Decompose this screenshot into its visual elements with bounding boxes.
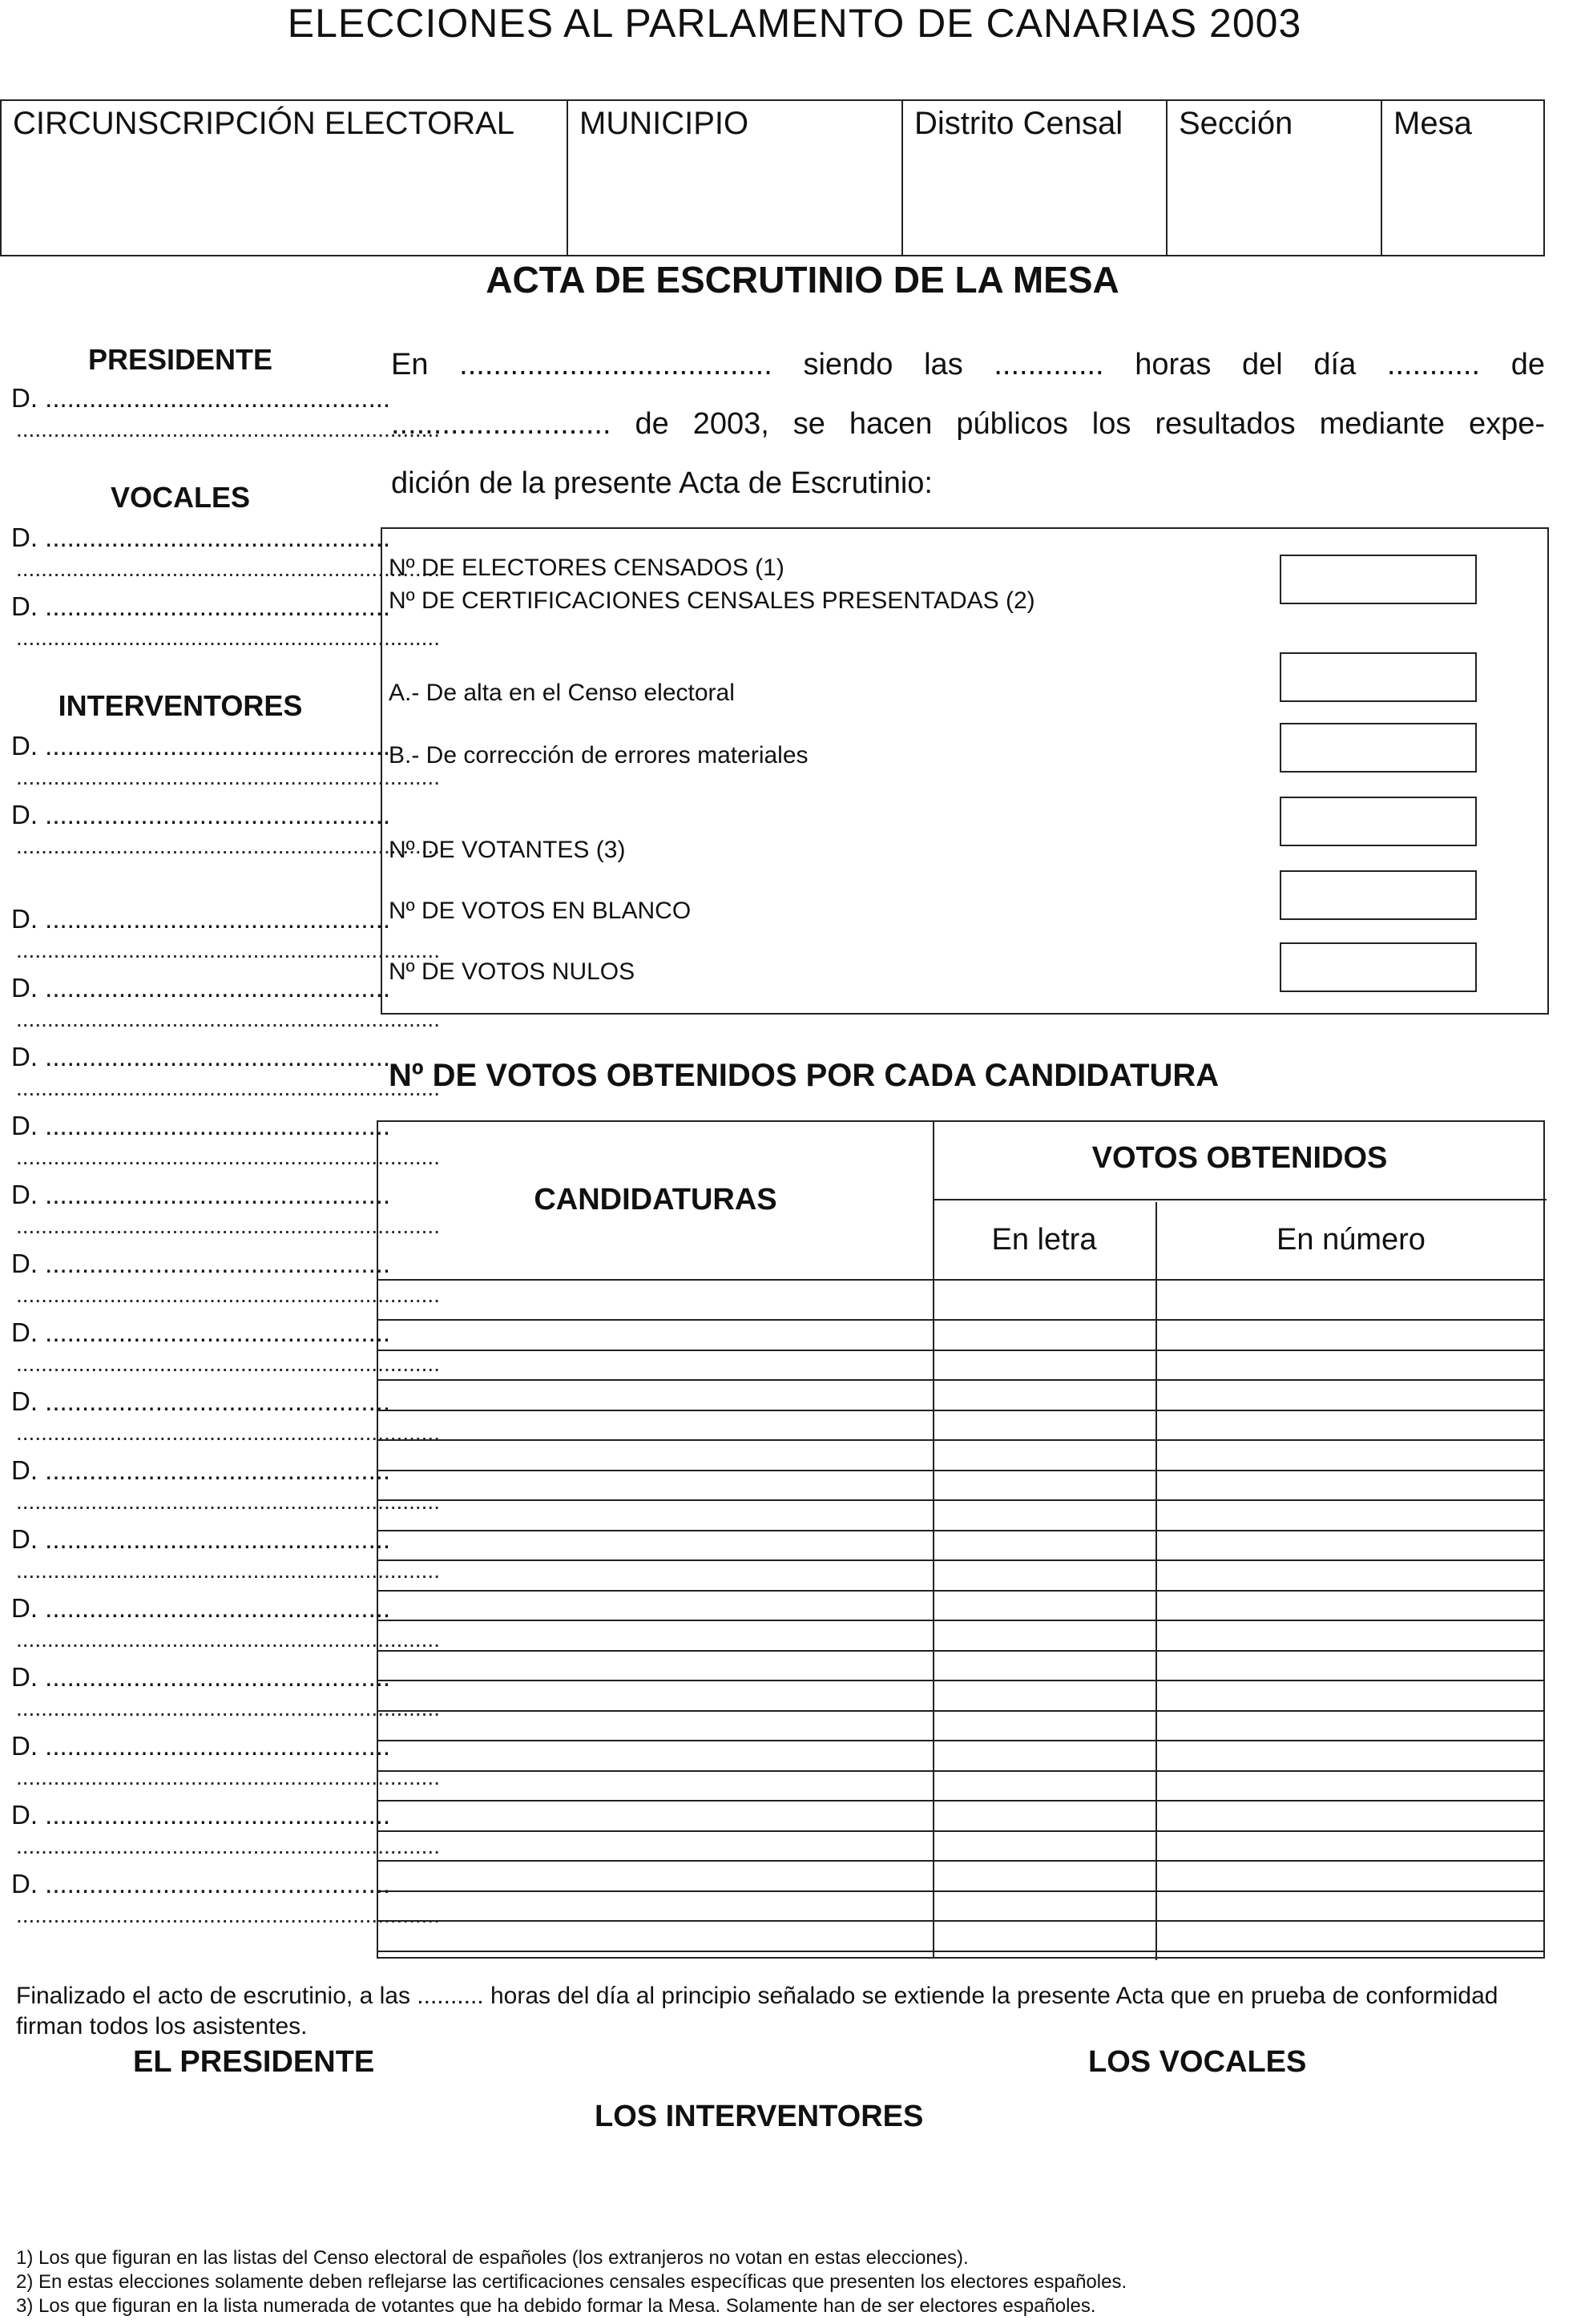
mesa-label: Mesa (1393, 106, 1472, 141)
intro-line-1: En ..................................... siendo las ............. horas del día ........... de (391, 348, 1545, 381)
member-dotted-line: .................................................................... (16, 938, 440, 962)
header-table (0, 99, 1545, 256)
nulos-input[interactable] (1280, 942, 1477, 992)
table-row[interactable] (378, 1740, 1543, 1741)
distrito-field[interactable] (903, 101, 1168, 255)
circunscripcion-label: CIRCUNSCRIPCIÓN ELECTORAL (13, 106, 515, 141)
member-name-field[interactable]: D. ............................................... (11, 800, 391, 829)
table-row[interactable] (378, 1350, 1543, 1351)
member-dotted-line: .................................................................... (16, 1696, 440, 1721)
member-name-field[interactable]: D. ............................................... (11, 1249, 391, 1278)
member-dotted-line: .................................................................... (16, 1489, 440, 1514)
member-dotted-line: .................................................................... (16, 1213, 440, 1238)
table-row[interactable] (378, 1800, 1543, 1802)
en-letra-header: En letra (991, 1223, 1097, 1257)
table-row[interactable] (378, 1439, 1543, 1441)
document-title: ELECCIONES AL PARLAMENTO DE CANARIAS 2003 (287, 1, 1302, 46)
certificaciones-label: Nº DE CERTIFICACIONES CENSALES PRESENTADAS (2) (389, 587, 1035, 614)
member-name-field[interactable]: D. ............................................... (11, 973, 391, 1003)
member-dotted-line: .................................................................... (16, 1144, 440, 1169)
mesa-field[interactable] (1382, 101, 1545, 255)
electores-input[interactable] (1280, 555, 1477, 604)
electores-label: Nº DE ELECTORES CENSADOS (1) (389, 555, 784, 581)
table-row[interactable] (378, 1710, 1543, 1712)
member-name-field[interactable]: D. ............................................... (11, 1455, 391, 1485)
circunscripcion-field[interactable] (2, 101, 568, 255)
vocales-signature: LOS VOCALES (1088, 2045, 1307, 2079)
municipio-label: MUNICIPIO (579, 106, 749, 141)
correccion-label: B.- De corrección de errores materiales (389, 742, 809, 769)
member-name-field[interactable]: D. ............................................... (11, 1111, 391, 1140)
member-dotted-line: .................................................................... (16, 1075, 440, 1100)
member-dotted-line: .................................................................... (16, 1834, 440, 1858)
member-name-field[interactable]: D. ............................................... (11, 1524, 391, 1554)
member-name-field[interactable]: D. ............................................... (11, 591, 391, 621)
member-name-field[interactable]: D. ............................................... (11, 1042, 391, 1071)
member-name-field[interactable]: D. ............................................... (11, 522, 391, 552)
member-name-field[interactable]: D. ............................................... (11, 904, 391, 934)
header-divider (933, 1199, 1547, 1200)
footnote-3: 3) Los que figuran en la lista numerada de votantes que ha debido formar la Mesa. Solamente han de ser electores españoles. (16, 2295, 1096, 2317)
member-name-field[interactable]: D. ............................................... (11, 731, 391, 761)
member-dotted-line: .................................................................... (16, 1351, 440, 1376)
member-name-field[interactable]: D. ............................................... (11, 1180, 391, 1209)
nulos-label: Nº DE VOTOS NULOS (389, 958, 635, 985)
member-dotted-line: .................................................................... (16, 1558, 440, 1583)
presidente-heading: PRESIDENTE (87, 343, 273, 376)
table-row[interactable] (378, 1770, 1543, 1772)
votes-table (377, 1120, 1545, 1959)
member-dotted-line: .................................................................... (16, 556, 440, 581)
seccion-label: Sección (1179, 106, 1293, 141)
votes-heading: Nº DE VOTOS OBTENIDOS POR CADA CANDIDATURA (389, 1058, 1220, 1093)
vocales-heading: VOCALES (110, 481, 251, 514)
intro-line-3: dición de la presente Acta de Escrutinio: (391, 466, 933, 500)
interventores-signature: LOS INTERVENTORES (595, 2100, 924, 2133)
candidaturas-header: CANDIDATURAS (534, 1183, 777, 1216)
member-name-field[interactable]: D. ............................................... (11, 383, 391, 413)
acta-title: ACTA DE ESCRUTINIO DE LA MESA (486, 259, 1119, 301)
intro-line-2: .......................... de 2003, se hacen públicos los resultados mediante expe- (391, 407, 1545, 441)
table-row[interactable] (378, 1470, 1543, 1471)
en-numero-header: En número (1276, 1223, 1426, 1257)
member-dotted-line: .................................................................... (16, 1007, 440, 1031)
member-name-field[interactable]: D. ............................................... (11, 1593, 391, 1623)
member-dotted-line: .................................................................... (16, 417, 440, 442)
member-dotted-line: .................................................................... (16, 1765, 440, 1789)
table-row[interactable] (378, 1559, 1543, 1561)
table-row[interactable] (378, 1860, 1543, 1862)
interventores-heading: INTERVENTORES (58, 689, 303, 722)
table-row[interactable] (378, 1951, 1543, 1952)
table-row[interactable] (378, 1410, 1543, 1411)
table-row[interactable] (378, 1650, 1543, 1652)
final-statement: Finalizado el acto de escrutinio, a las .......... horas del día al principio señalado se extiende la presente Acta que en prueba de conformidad firman todos los asistentes. (16, 1983, 1498, 2040)
distrito-label: Distrito Censal (914, 106, 1123, 141)
table-row[interactable] (378, 1920, 1543, 1922)
member-dotted-line: .................................................................... (16, 1902, 440, 1927)
member-dotted-line: .................................................................... (16, 1282, 440, 1307)
intro-text (391, 335, 1545, 513)
votantes-label: Nº DE VOTANTES (3) (389, 837, 626, 863)
header-bottom-line (378, 1279, 1543, 1281)
table-row[interactable] (378, 1590, 1543, 1592)
member-name-field[interactable]: D. ............................................... (11, 1800, 391, 1830)
correccion-input[interactable] (1280, 723, 1477, 773)
presidente-signature: EL PRESIDENTE (133, 2045, 375, 2079)
votantes-input[interactable] (1280, 797, 1477, 846)
seccion-field[interactable] (1168, 101, 1382, 255)
member-dotted-line: .................................................................... (16, 1420, 440, 1445)
member-name-field[interactable]: D. ............................................... (11, 1317, 391, 1347)
table-row[interactable] (378, 1319, 1543, 1321)
votos-obtenidos-header: VOTOS OBTENIDOS (1091, 1141, 1388, 1175)
blanco-input[interactable] (1280, 870, 1477, 920)
footnote-2: 2) En estas elecciones solamente deben reflejarse las certificaciones censales específicas que presenten los electores españoles. (16, 2271, 1127, 2293)
member-name-field[interactable]: D. ............................................... (11, 1386, 391, 1416)
table-row[interactable] (378, 1530, 1543, 1531)
member-dotted-line: .................................................................... (16, 1627, 440, 1652)
member-name-field[interactable]: D. ............................................... (11, 1869, 391, 1898)
member-name-field[interactable]: D. ............................................... (11, 1662, 391, 1692)
member-dotted-line: .................................................................... (16, 833, 440, 858)
table-row[interactable] (378, 1890, 1543, 1892)
municipio-field[interactable] (568, 101, 903, 255)
member-dotted-line: .................................................................... (16, 625, 440, 650)
column-divider (1155, 1202, 1157, 1960)
table-row[interactable] (378, 1830, 1543, 1832)
table-row[interactable] (378, 1620, 1543, 1621)
blanco-label: Nº DE VOTOS EN BLANCO (389, 898, 692, 924)
table-row[interactable] (378, 1680, 1543, 1681)
alta-input[interactable] (1280, 652, 1477, 702)
member-name-field[interactable]: D. ............................................... (11, 1731, 391, 1761)
footnote-1: 1) Los que figuran en las listas del Censo electoral de españoles (los extranjeros no votan en estas elecciones). (16, 2247, 969, 2269)
table-row[interactable] (378, 1499, 1543, 1501)
member-dotted-line: .................................................................... (16, 765, 440, 789)
alta-label: A.- De alta en el Censo electoral (389, 680, 735, 706)
table-row[interactable] (378, 1379, 1543, 1381)
